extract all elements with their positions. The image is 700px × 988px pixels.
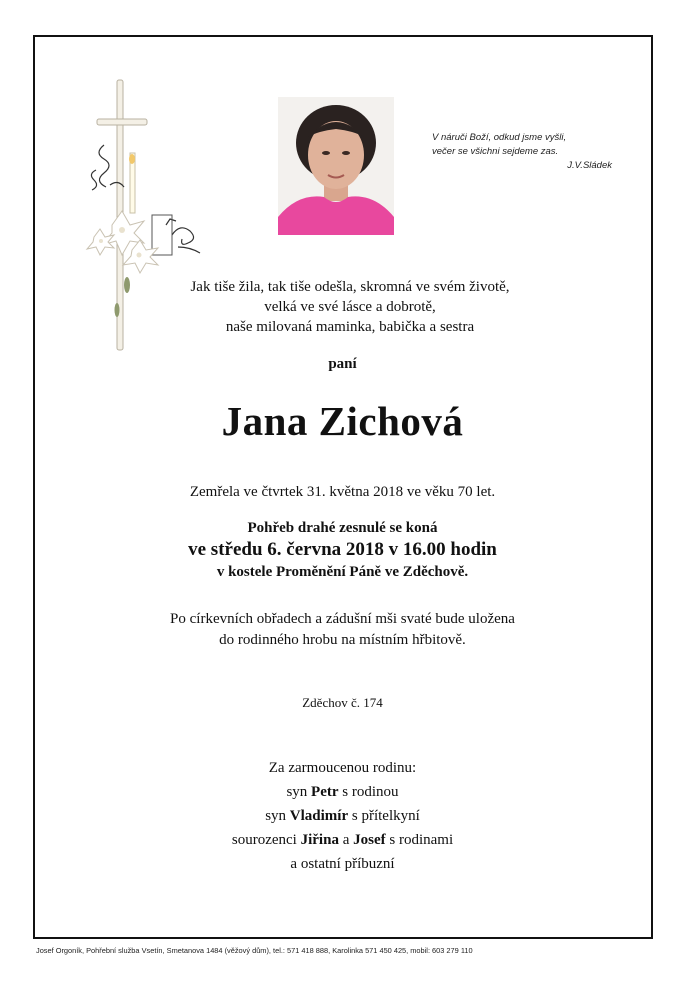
funeral-service-footer: Josef Orgoník, Pohřební služba Vsetín, Smetanova 1484 (věžový dům), tel.: 571 418 888, Karolinka 571 450 425, mobil: 603 279 110 [36, 946, 473, 955]
mourner-siblings [0, 828, 685, 852]
mourners-list [0, 756, 685, 876]
memorial-quote [432, 131, 612, 173]
portrait-photo [278, 97, 394, 235]
quote-author: J.V.Sládek [567, 160, 612, 171]
mourner-relation: syn [265, 808, 287, 824]
mourner-suffix: s rodinou [342, 784, 399, 800]
deceased-name: Jana Zichová [221, 398, 464, 444]
quote-line-2: večer se všichni sejdeme zas. [432, 146, 559, 157]
address: Zděchov č. 174 [302, 695, 383, 710]
funeral-info [0, 518, 685, 582]
burial-line-2: do rodinného hrobu na místním hřbitově. [219, 632, 466, 648]
intro-line-2: velká ve své lásce a dobrotě, [264, 299, 436, 315]
conjunction: a [342, 832, 350, 848]
burial-line-1: Po církevních obřadech a zádušní mši svaté bude uložena [170, 611, 515, 627]
mourner-name: Jiřina [300, 832, 339, 848]
intro-line-1: Jak tiše žila, tak tiše odešla, skromná ve svém životě, [190, 279, 510, 295]
mourner-name: Vladimír [289, 808, 349, 824]
mourner-son-1 [0, 780, 685, 804]
death-notice: Zemřela ve čtvrtek 31. května 2018 ve věku 70 let. [189, 484, 496, 500]
funeral-date: ve středu 6. června 2018 v 16.00 hodin [188, 539, 497, 560]
salutation: paní [328, 356, 357, 372]
mourner-name: Petr [311, 784, 339, 800]
mourner-suffix: s přítelkyní [351, 808, 420, 824]
mourner-name: Josef [353, 832, 386, 848]
mourner-relation: syn [286, 784, 308, 800]
quote-line-1: V náruči Boží, odkud jsme vyšli, [432, 132, 567, 143]
mourners-heading: Za zarmoucenou rodinu: [268, 760, 417, 776]
funeral-location: v kostele Proměnění Páně ve Zděchově. [216, 564, 469, 580]
funeral-line-1: Pohřeb drahé zesnulé se koná [247, 520, 438, 536]
mourner-suffix: s rodinami [389, 832, 454, 848]
intro-line-3: naše milovaná maminka, babička a sestra [225, 319, 475, 335]
mourner-son-2 [0, 804, 685, 828]
intro-verse [120, 277, 580, 337]
mourner-relation: sourozenci [231, 832, 297, 848]
mourner-others: a ostatní příbuzní [290, 856, 395, 872]
burial-info [0, 609, 685, 651]
